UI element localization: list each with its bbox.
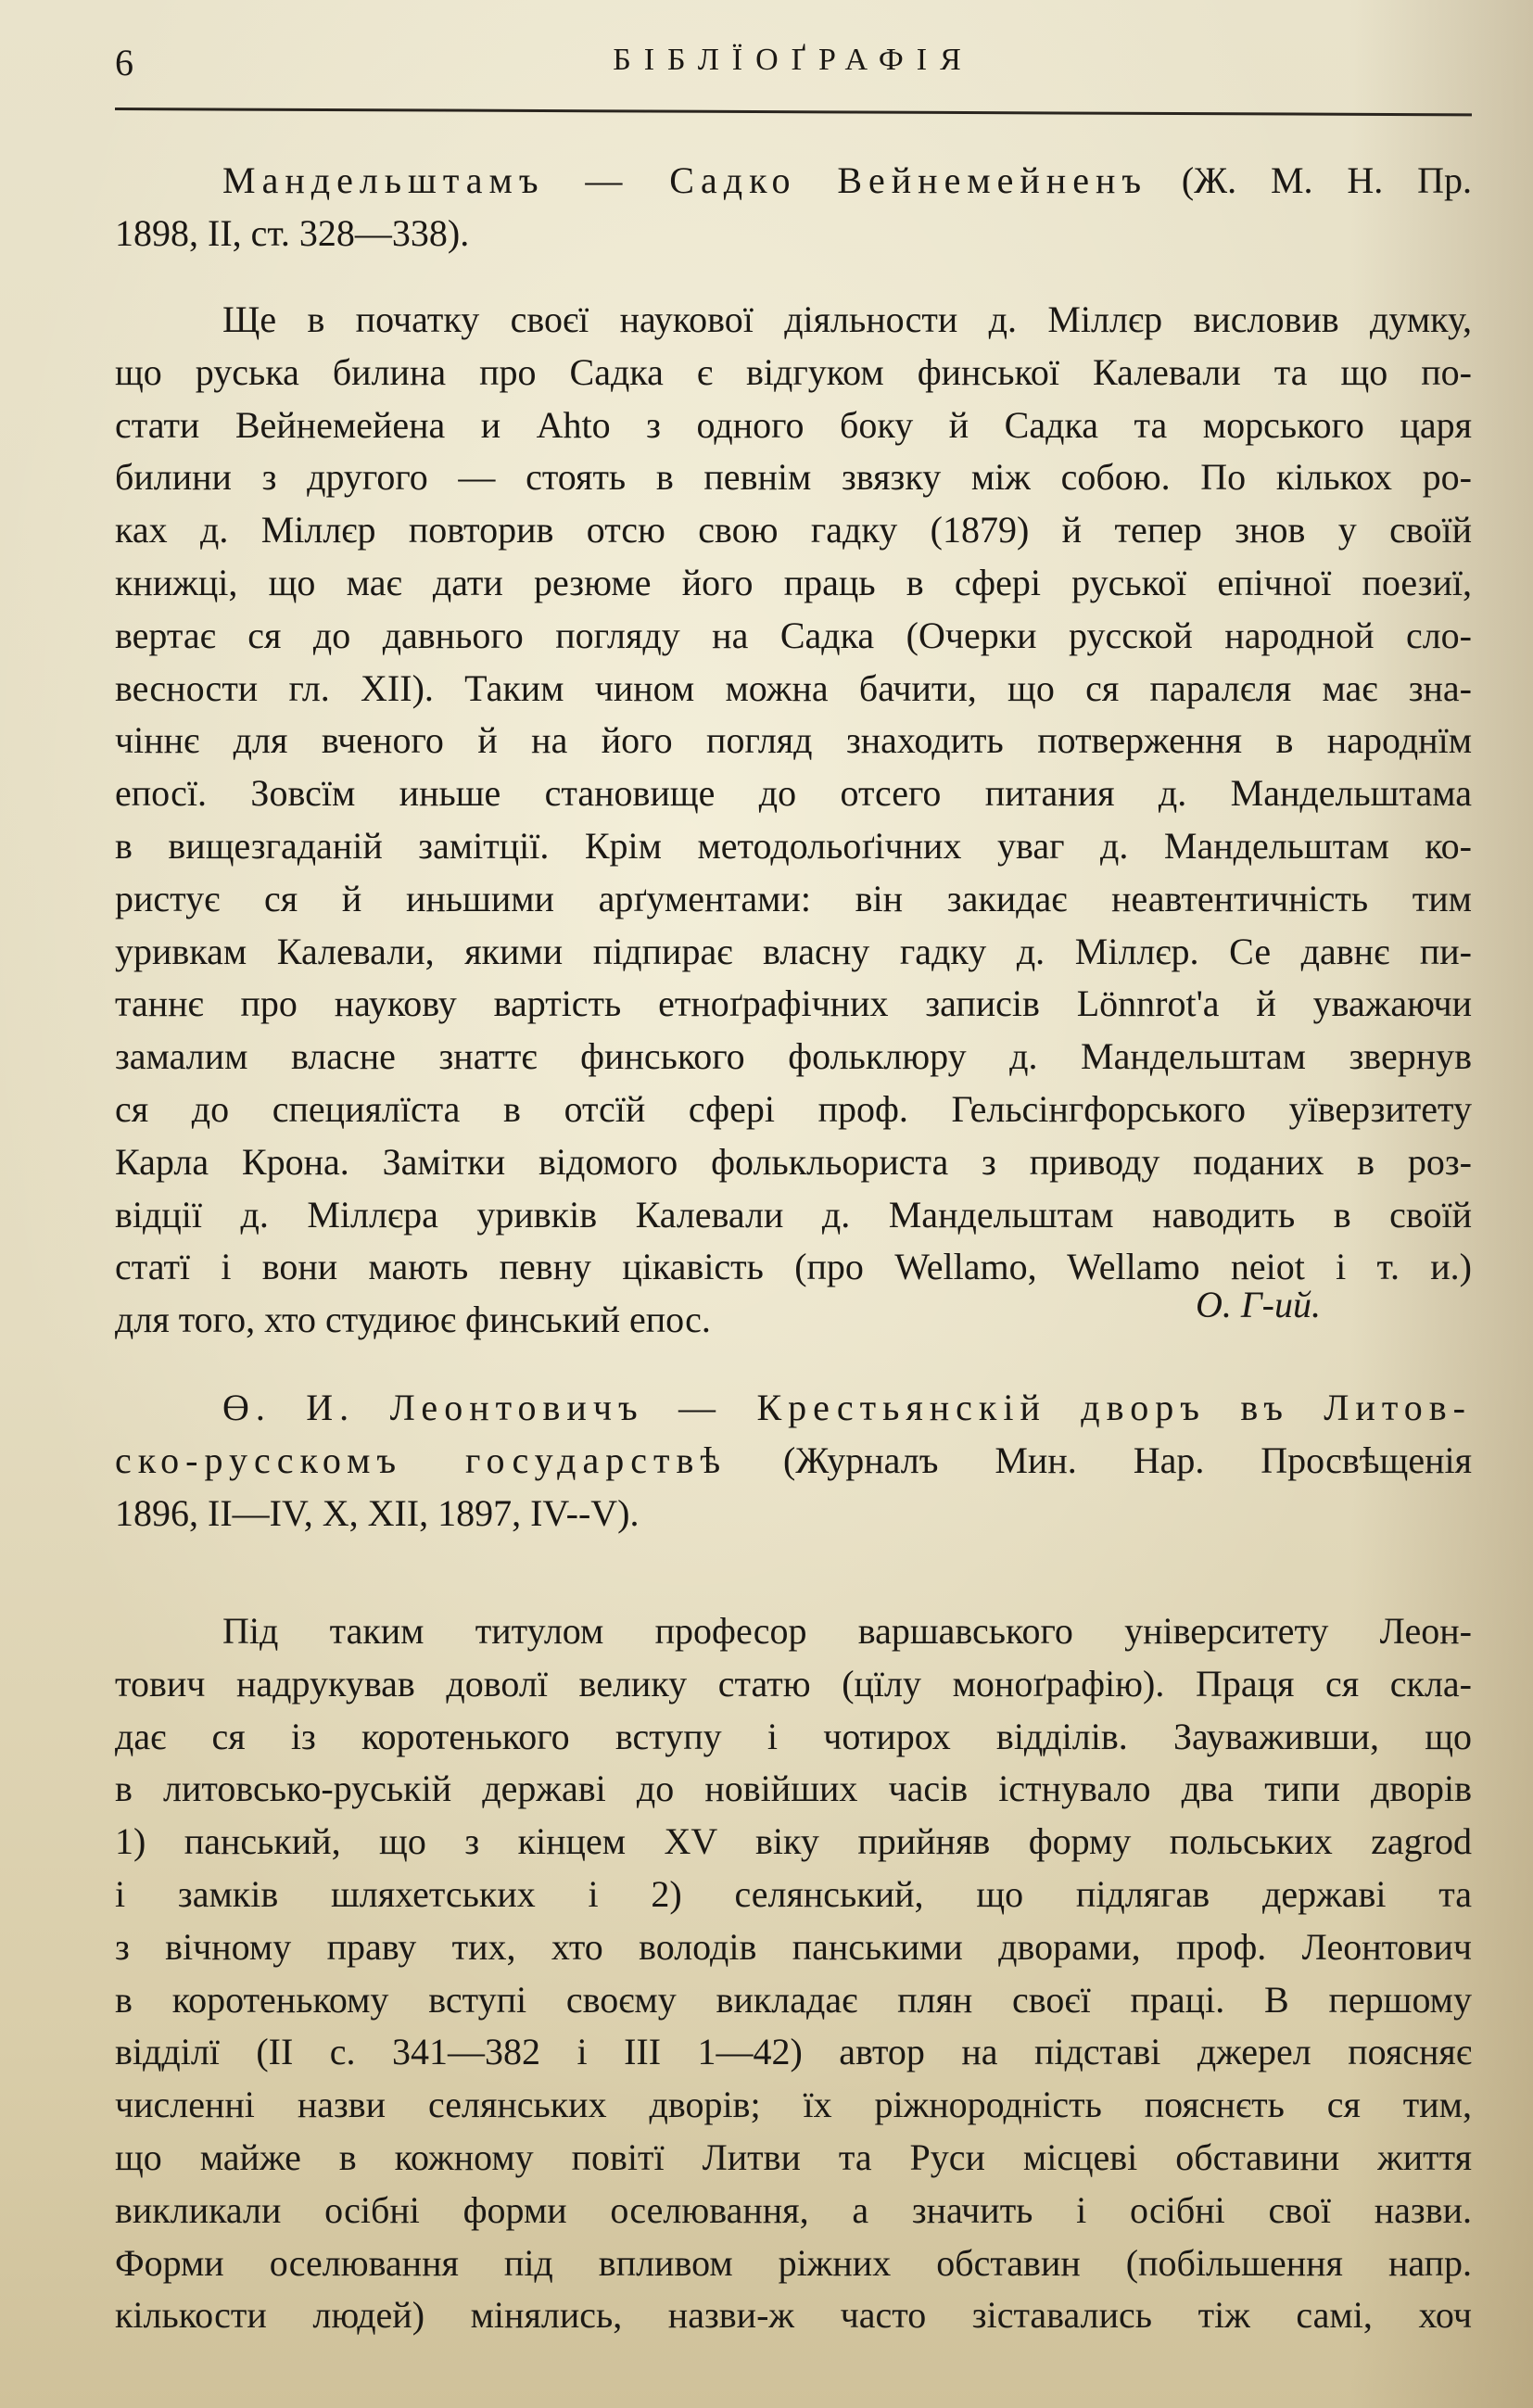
title-line xyxy=(115,155,1472,208)
body-line: ках д. Міллєр повторив отсю свою гадку (1879) й тепер знов у своїй xyxy=(115,509,1472,551)
body-line: ся до специялїста в отсїй сфері проф. Гельсінгфорського уїверзитету xyxy=(115,1087,1472,1130)
body-line: стати Вейнемейена и Ahto з одного боку й Садка та морського царя xyxy=(115,403,1472,446)
body-line: з вічному праву тих, хто володів панськими дворами, проф. Леонтович xyxy=(115,1925,1472,1968)
body-line: що руська билина про Садка є відгуком финської Калевали та що по- xyxy=(115,350,1472,393)
body-line: билини з другого — стоять в певнім звязку між собою. По кількох ро- xyxy=(115,456,1472,499)
page-number: 6 xyxy=(115,42,133,83)
body-line: вертає ся до давнього погляду на Садка (Очерки русской народной сло- xyxy=(115,614,1472,656)
entry2-body xyxy=(115,1605,1472,2342)
body-line: для того, хто студиює финський епос. xyxy=(115,1299,711,1341)
body-line: уривкам Калевали, якими підпирає власну гадку д. Міллєр. Се давнє пи- xyxy=(115,930,1472,972)
title-text: (Журналъ Мин. Нар. Просвѣщенія xyxy=(727,1438,1472,1481)
body-line: Форми оселювання під впливом ріжних обставин (побільшення напр. xyxy=(115,2241,1472,2284)
entry2-title xyxy=(115,1382,1472,1540)
entry1-signature: О. Г-ий. xyxy=(1196,1284,1321,1325)
body-line: в литовсько-руській державі до новійших часів істнувало два типи дворів xyxy=(115,1768,1472,1810)
body-line: 1) панський, що з кінцем XV віку прийняв форму польських zagrod xyxy=(115,1820,1472,1863)
title-spaced-text: ско-русскомъ государствѣ xyxy=(115,1438,728,1481)
title-line xyxy=(115,1488,1472,1540)
body-line: статї і вони мають певну цікавість (про Wellamo, Wellamo neiot і т. и.) xyxy=(115,1246,1472,1288)
body-line: кількости людей) мінялись, назви-ж часто зіставались тіж самі, хоч xyxy=(115,2294,1472,2337)
title-line xyxy=(115,1435,1472,1488)
body-line: відції д. Міллєра уривків Калевали д. Мандельштам наводить в своїй xyxy=(115,1193,1472,1236)
body-line: в коротенькому вступі своєму викладає плян своєї праці. В першому xyxy=(115,1978,1472,2021)
body-line: ристує ся й иньшими арґументами: він закидає неавтентичність тим xyxy=(115,877,1472,919)
title-text: (Ж. М. Н. Пр. xyxy=(1147,159,1473,201)
body-line: в вищезгаданій замітції. Крім методольоґічних уваг д. Мандельштам ко- xyxy=(115,824,1472,867)
title-line xyxy=(115,1382,1472,1435)
title-line xyxy=(115,208,1472,260)
entry1-body xyxy=(115,294,1472,1347)
body-line: книжці, що має дати резюме його праць в сфері руської епічної поезиї, xyxy=(115,561,1472,603)
body-line: епосї. Зовсїм иньше становище до отсего питания д. Мандельштама xyxy=(115,772,1472,815)
body-line: що майже в кожному повітї Литви та Руси місцеві обставини життя xyxy=(115,2136,1472,2178)
body-line: численні назви селянських дворів; їх ріжнородність пояснєть ся тим, xyxy=(115,2084,1472,2126)
body-line: Ще в початку своєї наукової діяльности д. Міллєр висловив думку, xyxy=(222,298,1472,340)
body-line: дає ся із коротенького вступу і чотирох відділів. Зауваживши, що xyxy=(115,1715,1472,1757)
running-title: БІБЛЇОҐРАФІЯ xyxy=(613,43,974,77)
title-spaced-text: Мандельштамъ — Садко Вейнемейненъ xyxy=(222,159,1148,201)
body-line: відділї (II с. 341—382 і III 1—42) автор на підставі джерел поясняє xyxy=(115,2031,1472,2073)
title-text: 1898, II, ст. 328—338). xyxy=(115,211,470,254)
page-header xyxy=(115,41,1472,96)
body-line: весности гл. XII). Таким чином можна бачити, що ся паралєля має зна- xyxy=(115,666,1472,709)
body-line: таннє про наукову вартість етноґрафічних записів Lönnrot'а й уважаючи xyxy=(115,982,1472,1025)
body-line: і замків шляхетських і 2) селянський, що підлягав державі та xyxy=(115,1872,1472,1915)
body-line: чіннє для вченого й на його погляд знаходить потверження в народнїм xyxy=(115,719,1472,762)
body-line: замалим власне знаттє финського фольклюру д. Мандельштам звернув xyxy=(115,1035,1472,1078)
body-line: Карла Крона. Замітки відомого фолькльориста з приводу поданих в роз- xyxy=(115,1140,1472,1183)
title-spaced-text: Ө. И. Леонтовичъ — Крестьянскій дворъ въ Литов- xyxy=(222,1387,1472,1428)
body-line: викликали осібні форми оселювання, а значить і осібні свої назви. xyxy=(115,2188,1472,2231)
body-line: тович надрукував доволї велику статю (цїлу моноґрафію). Праця ся скла- xyxy=(115,1662,1472,1705)
title-text: 1896, II—IV, X, XII, 1897, IV--V). xyxy=(115,1491,640,1534)
header-rule xyxy=(115,108,1472,116)
body-line: Під таким титулом професор варшавського університету Леон- xyxy=(222,1610,1472,1652)
entry1-title xyxy=(115,155,1472,260)
